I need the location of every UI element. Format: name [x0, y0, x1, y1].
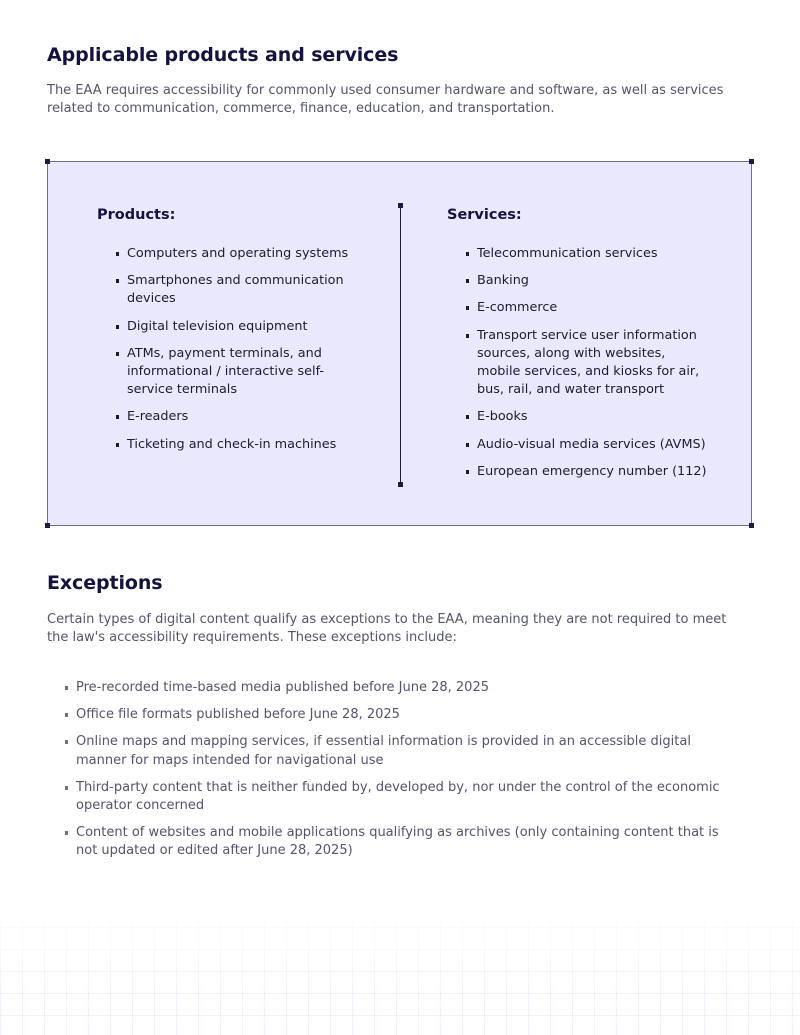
- section-heading-applicable: Applicable products and services: [47, 44, 399, 66]
- list-item: Third-party content that is neither funded by, developed by, nor under the control of the economic operator concerned: [65, 779, 737, 815]
- services-list: [466, 245, 711, 490]
- list-item: Ticketing and check-in machines: [116, 436, 356, 454]
- section-heading-exceptions: Exceptions: [47, 572, 163, 594]
- list-item: Transport service user information sources, along with websites, mobile services, and kiosks for air, bus, rail, and water transport: [466, 327, 711, 400]
- panel-corner-marker: [45, 523, 50, 528]
- panel-corner-marker: [749, 523, 754, 528]
- products-title: Products:: [97, 207, 176, 223]
- column-divider: [400, 206, 401, 484]
- decorative-grid-background: [0, 905, 800, 1035]
- services-title: Services:: [447, 207, 522, 223]
- panel-corner-marker: [749, 159, 754, 164]
- list-item: E-readers: [116, 408, 356, 426]
- exceptions-intro-paragraph: Certain types of digital content qualify as exceptions to the EAA, meaning they are not required to meet the law's accessibility requirements. These exceptions include:: [47, 612, 727, 645]
- list-item: E-books: [466, 408, 711, 426]
- list-item: European emergency number (112): [466, 463, 711, 481]
- list-item: ATMs, payment terminals, and informational / interactive self-service terminals: [116, 345, 356, 400]
- applicable-intro-paragraph: The EAA requires accessibility for commonly used consumer hardware and software, as well as services related to communication, commerce, finance, education, and transportation.: [47, 83, 724, 116]
- products-list: [116, 245, 356, 463]
- list-item: Office file formats published before June 28, 2025: [65, 706, 737, 724]
- products-services-panel: [47, 161, 752, 526]
- list-item: Computers and operating systems: [116, 245, 356, 263]
- exceptions-list: [65, 679, 737, 870]
- list-item: Telecommunication services: [466, 245, 711, 263]
- list-item: E-commerce: [466, 299, 711, 317]
- list-item: Banking: [466, 272, 711, 290]
- panel-corner-marker: [45, 159, 50, 164]
- list-item: Online maps and mapping services, if essential information is provided in an accessible digital manner for maps intended for navigational use: [65, 733, 737, 769]
- list-item: Pre-recorded time-based media published before June 28, 2025: [65, 679, 737, 697]
- list-item: Digital television equipment: [116, 318, 356, 336]
- list-item: Smartphones and communication devices: [116, 272, 356, 308]
- list-item: Audio-visual media services (AVMS): [466, 436, 711, 454]
- list-item: Content of websites and mobile applications qualifying as archives (only containing content that is not updated or edited after June 28, 2025): [65, 824, 737, 860]
